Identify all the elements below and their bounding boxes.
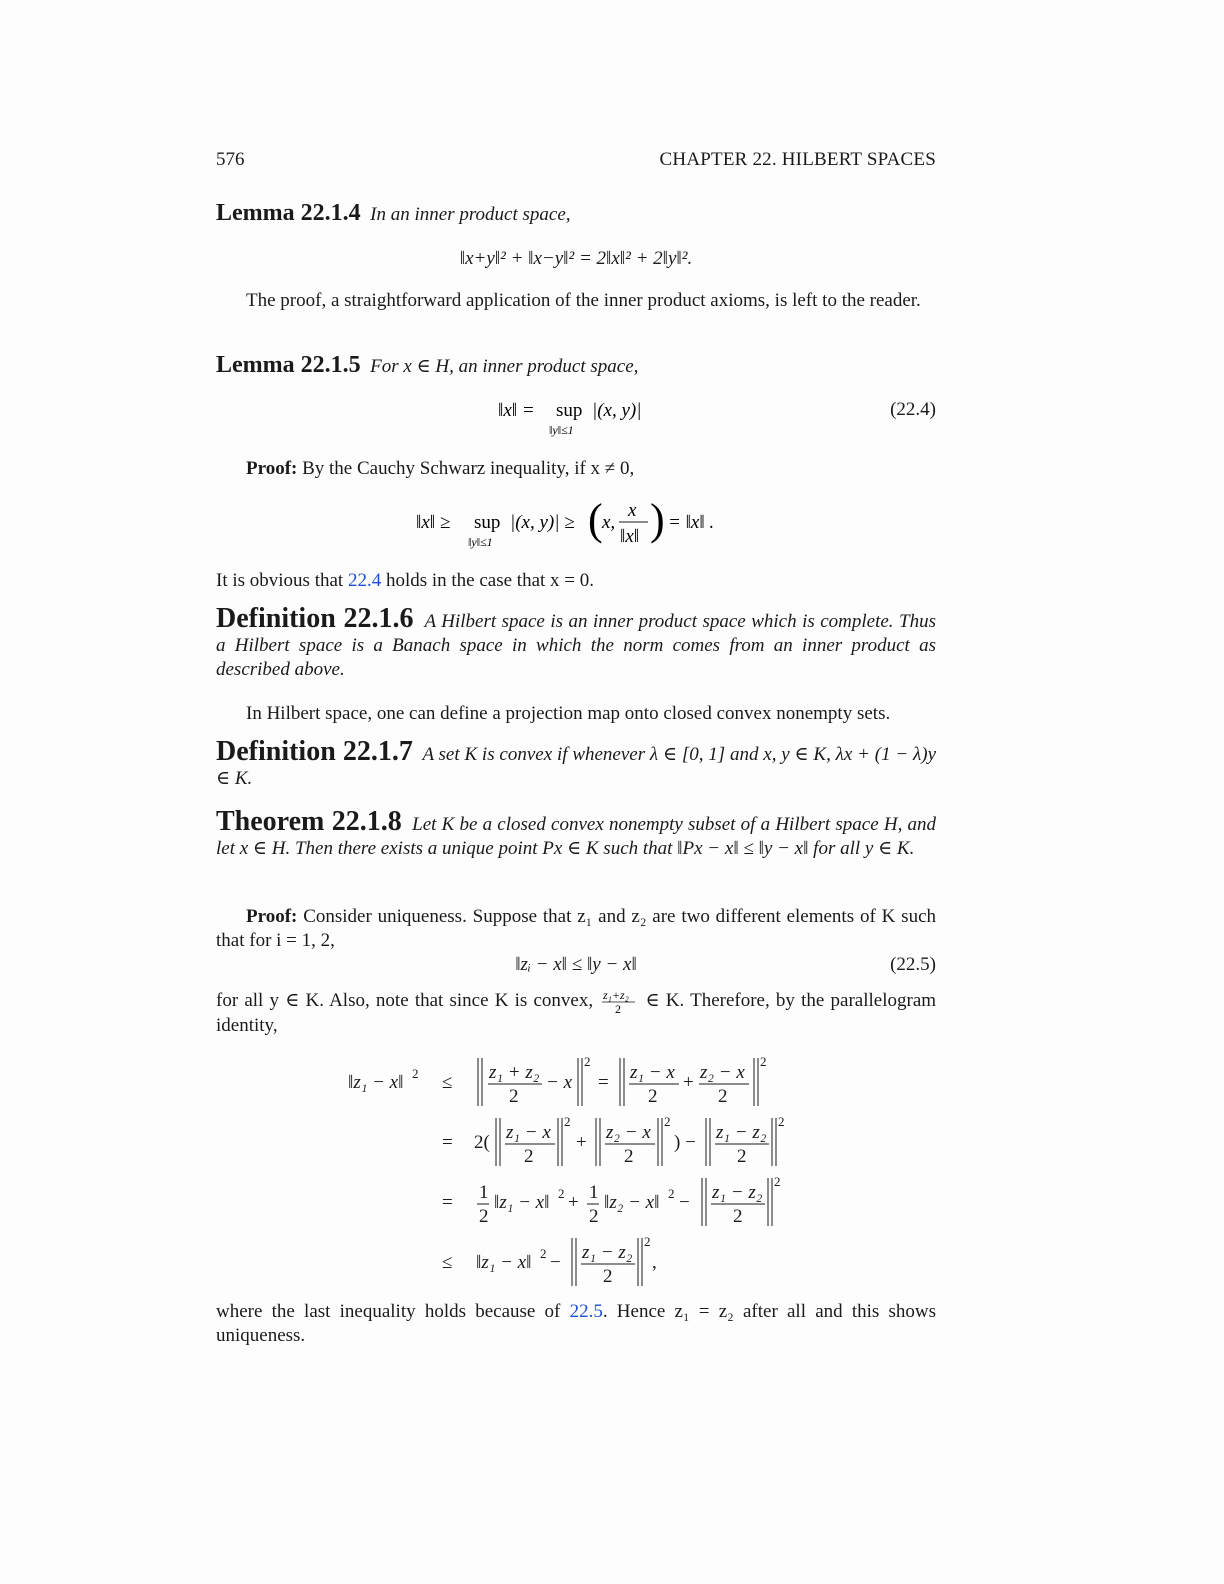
svg-text:2: 2 — [644, 1234, 651, 1249]
svg-text:x: x — [628, 500, 637, 521]
svg-text:‖y‖≤1: ‖y‖≤1 — [468, 535, 493, 549]
svg-text:=: = — [442, 1132, 453, 1153]
equation-text: ‖zᵢ − x‖ ≤ ‖y − x‖ — [515, 954, 637, 975]
theorem-label: Theorem 22.1.8 — [216, 806, 402, 837]
svg-text:2: 2 — [524, 1146, 534, 1167]
svg-text:=: = — [442, 1192, 453, 1213]
svg-text:sup: sup — [556, 400, 583, 421]
lemma-22-1-5 — [216, 353, 936, 379]
lemma-statement: For x ∈ H, an inner product space, — [370, 356, 639, 377]
svg-text:2: 2 — [589, 1206, 599, 1227]
svg-text:2: 2 — [584, 1054, 591, 1069]
closing-tail: . Hence z₁ = z₂ after all and this shows uniqueness. — [216, 1301, 936, 1346]
svg-text:2: 2 — [615, 1002, 622, 1014]
lemma-label: Lemma 22.1.4 — [216, 200, 361, 226]
svg-text:z₁ − z₂: z₁ − z₂ — [582, 1242, 633, 1263]
closing-text: where the last inequality holds because of — [216, 1301, 561, 1322]
definition-statement: A set K is convex if whenever λ ∈ [0, 1] and x, y ∈ K, λx + (1 − λ)y ∈ K. — [216, 744, 936, 789]
svg-text:= ‖x‖ .: = ‖x‖ . — [668, 512, 715, 533]
svg-text:− x: − x — [546, 1072, 573, 1093]
proof-cauchy-schwarz — [216, 457, 936, 481]
definition-22-1-6 — [216, 603, 936, 682]
svg-text:2: 2 — [733, 1206, 743, 1227]
lemma-22-1-4 — [216, 201, 936, 227]
equation-22-4 — [216, 398, 936, 442]
svg-text:1: 1 — [479, 1182, 489, 1203]
definition-label: Definition 22.1.7 — [216, 736, 413, 767]
svg-text:2: 2 — [558, 1186, 565, 1201]
svg-text:sup: sup — [474, 512, 501, 533]
lemma-label: Lemma 22.1.5 — [216, 352, 361, 378]
svg-text:−: − — [550, 1252, 561, 1273]
svg-text:x,: x, — [602, 512, 616, 533]
svg-text:2: 2 — [509, 1086, 519, 1107]
proof-text: By the Cauchy Schwarz inequality, if x ≠ 0, — [302, 458, 635, 479]
svg-text:+: + — [683, 1072, 694, 1093]
svg-text:z₁ + z₂: z₁ + z₂ — [489, 1062, 540, 1083]
svg-text:2: 2 — [648, 1086, 658, 1107]
svg-text:−: − — [679, 1192, 690, 1213]
svg-text:2: 2 — [412, 1066, 419, 1081]
svg-text:≤: ≤ — [442, 1252, 453, 1273]
svg-text:≤: ≤ — [442, 1072, 453, 1093]
svg-text:(: ( — [588, 495, 603, 544]
svg-text:+: + — [568, 1192, 579, 1213]
svg-text:2: 2 — [624, 1146, 634, 1167]
svg-text:2: 2 — [760, 1054, 767, 1069]
definition-22-1-7 — [216, 736, 936, 791]
svg-text:2: 2 — [540, 1246, 547, 1261]
svg-text:‖x‖: ‖x‖ — [620, 526, 640, 547]
svg-text:z₂ − x: z₂ − x — [700, 1062, 745, 1083]
svg-text:z₁ − x: z₁ − x — [506, 1122, 551, 1143]
svg-text:‖z₁ − x‖: ‖z₁ − x‖ — [476, 1252, 532, 1273]
svg-text:2: 2 — [778, 1114, 785, 1129]
chapter-title: CHAPTER 22. HILBERT SPACES — [659, 149, 936, 170]
definition-statement: A Hilbert space is an inner product space which is complete. Thus a Hilbert space is a Banach space in which the norm comes from an inner product as described above. — [216, 611, 936, 680]
parallelogram-equation — [216, 247, 936, 273]
obvious-tail: holds in the case that x = 0. — [385, 570, 595, 591]
svg-text:‖x‖ =: ‖x‖ = — [498, 400, 535, 421]
svg-text:2(: 2( — [474, 1132, 490, 1153]
svg-text:|(x, y)|: |(x, y)| — [592, 400, 642, 421]
svg-text:,: , — [652, 1252, 657, 1273]
lemma-remark: The proof, a straightforward application of the inner product axioms, is left to the reader. — [246, 290, 921, 311]
projection-remark: In Hilbert space, one can define a projection map onto closed convex nonempty sets. — [246, 703, 891, 724]
obvious-text: It is obvious that — [216, 570, 344, 591]
svg-text:2: 2 — [774, 1174, 781, 1189]
svg-text:): ) — [650, 495, 665, 544]
svg-text:|(x, y)| ≥: |(x, y)| ≥ — [510, 512, 575, 533]
theorem-statement: Let K be a closed convex nonempty subset of a Hilbert space H, and let x ∈ H. Then there exists a unique point Px ∈ K such that ‖Px − x‖ ≤ ‖y − x‖ for all y ∈ K. — [216, 814, 937, 859]
running-header — [216, 148, 936, 174]
svg-text:+: + — [576, 1132, 587, 1153]
svg-text:2: 2 — [664, 1114, 671, 1129]
svg-text:z₁ − x: z₁ − x — [630, 1062, 675, 1083]
svg-text:2: 2 — [479, 1206, 489, 1227]
svg-text:2: 2 — [564, 1114, 571, 1129]
midpoint-fraction — [599, 988, 639, 1014]
svg-text:‖y‖≤1: ‖y‖≤1 — [549, 423, 574, 437]
svg-text:2: 2 — [718, 1086, 728, 1107]
svg-text:‖z₂ − x‖: ‖z₂ − x‖ — [604, 1192, 660, 1213]
svg-text:z₂ − x: z₂ − x — [606, 1122, 651, 1143]
equation-text: ‖x+y‖² + ‖x−y‖² = 2‖x‖² + 2‖y‖². — [459, 248, 693, 269]
svg-text:z₁ − z₂: z₁ − z₂ — [716, 1122, 767, 1143]
definition-label: Definition 22.1.6 — [216, 603, 414, 634]
proof-label: Proof: — [246, 458, 298, 479]
lemma-statement: In an inner product space, — [370, 204, 571, 225]
sup-norm-formula — [216, 398, 936, 442]
convexity-text: for all y ∈ K. Also, note that since K is convex, — [216, 990, 594, 1011]
svg-text:z₁+z₂: z₁+z₂ — [603, 988, 630, 1002]
svg-text:2: 2 — [737, 1146, 747, 1167]
svg-text:2: 2 — [603, 1266, 613, 1287]
uniqueness-proof — [216, 905, 936, 953]
svg-text:2: 2 — [668, 1186, 675, 1201]
svg-text:‖z₁ − x‖: ‖z₁ − x‖ — [494, 1192, 550, 1213]
svg-text:) −: ) − — [674, 1132, 696, 1153]
equation-link-22-4[interactable]: 22.4 — [347, 570, 382, 591]
convexity-tail: ∈ K. Therefore, by the parallelogram identity, — [216, 990, 937, 1036]
theorem-22-1-8 — [216, 806, 937, 861]
proof-label: Proof: — [246, 906, 298, 927]
svg-text:=: = — [598, 1072, 609, 1093]
equation-22-5 — [216, 953, 936, 979]
proof-text: Consider uniqueness. Suppose that z₁ and z₂ are two different elements of K such that for i = 1, 2, — [216, 906, 936, 951]
svg-text:1: 1 — [589, 1182, 599, 1203]
obvious-case — [216, 569, 936, 593]
svg-text:‖z₁ − x‖: ‖z₁ − x‖ — [348, 1072, 404, 1093]
cauchy-schwarz-display — [216, 494, 936, 556]
svg-text:‖x‖ ≥: ‖x‖ ≥ — [416, 512, 451, 533]
svg-text:z₁ − z₂: z₁ − z₂ — [712, 1182, 763, 1203]
equation-number: (22.4) — [890, 399, 936, 420]
equation-link-22-5[interactable]: 22.5 — [569, 1301, 603, 1322]
page-number: 576 — [216, 149, 245, 170]
parallelogram-derivation — [216, 1046, 936, 1290]
equation-number: (22.5) — [890, 954, 936, 975]
convexity-note — [216, 988, 936, 1038]
closing-paragraph — [216, 1300, 936, 1348]
